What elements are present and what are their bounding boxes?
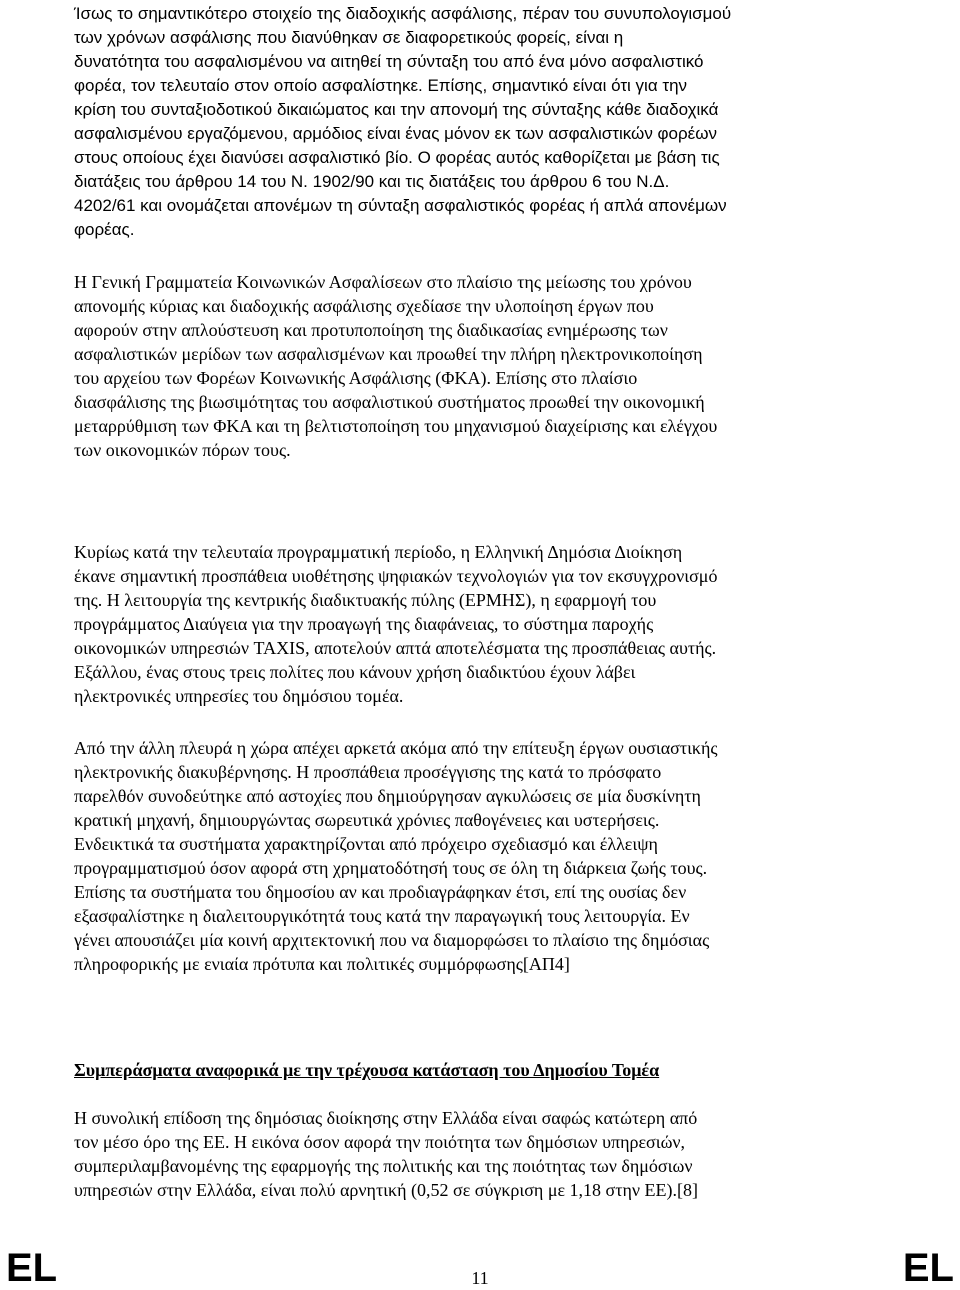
section-heading: Συμπεράσματα αναφορικά με την τρέχουσα κατάσταση του Δημοσίου Τομέα xyxy=(74,1060,660,1080)
text-line: του αρχείου των Φορέων Κοινωνικής Ασφάλισης (ΦΚΑ). Επίσης στο πλαίσιο xyxy=(74,368,638,388)
text-line: εξασφαλίστηκε η διαλειτουργικότητά τους κατά την παραγωγική τους λειτουργία. Εν xyxy=(74,906,690,926)
text-line: πληροφορικής με ενιαία πρότυπα και πολιτικές συμμόρφωσης[ΑΠ4] xyxy=(74,954,570,974)
text-line: 4202/61 και ονομάζεται απονέμων τη σύνταξη ασφαλιστικός φορέας ή απλά απονέμων xyxy=(74,196,727,215)
text-line: Επίσης τα συστήματα του δημοσίου αν και προδιαγράφηκαν έτσι, επί της ουσίας δεν xyxy=(74,882,687,902)
text-line: φορέα, τον τελευταίο στον οποίο ασφαλίστηκε. Επίσης, σημαντικό είναι ότι για την xyxy=(74,76,688,95)
text-line: Εξάλλου, ένας στους τρεις πολίτες που κάνουν χρήση διαδικτύου έχουν λάβει xyxy=(74,662,636,682)
paragraph-synoliki-epidosi xyxy=(74,1106,854,1202)
text-line: παρελθόν συνοδεύτηκε από αστοχίες που δημιούργησαν αγκυλώσεις σε μία δυσκίνητη xyxy=(74,786,701,806)
text-line: γένει απουσιάζει μία κοινή αρχιτεκτονική που να διαμορφώσει το πλαίσιο της δημόσιας xyxy=(74,930,710,950)
text-line: ασφαλιστικών μερίδων των ασφαλισμένων και προωθεί την πλήρη ηλεκτρονικοποίηση xyxy=(74,344,703,364)
text-line: των οικονομικών πόρων τους. xyxy=(74,440,291,460)
text-line: απονομής κύριας και διαδοχικής ασφάλισης σχεδίασε την υλοποίηση έργων που xyxy=(74,296,654,316)
text-line: Ίσως το σημαντικότερο στοιχείο της διαδοχικής ασφάλισης, πέραν του συνυπολογισμού xyxy=(74,4,732,23)
text-line: ηλεκτρονικές υπηρεσίες του δημόσιου τομέα. xyxy=(74,686,404,706)
text-line: της. Η λειτουργία της κεντρικής διαδικτυακής πύλης (ΕΡΜΗΣ), η εφαρμογή του xyxy=(74,590,657,610)
text-line: κρατική μηχανή, δημιουργώντας σωρευτικά χρόνιες παθογένειες και υστερήσεις. xyxy=(74,810,660,830)
text-line: διατάξεις του άρθρου 14 του Ν. 1902/90 και τις διατάξεις του άρθρου 6 του Ν.Δ. xyxy=(74,172,670,191)
text-line: δυνατότητα του ασφαλισμένου να αιτηθεί τη σύνταξη του από ένα μόνο ασφαλιστικό xyxy=(74,52,704,71)
text-line: μεταρρύθμιση των ΦΚΑ και τη βελτιστοποίηση του μηχανισμού διαχείρισης και ελέγχου xyxy=(74,416,718,436)
text-line: έκανε σημαντική προσπάθεια υιοθέτησης ψηφιακών τεχνολογιών για τον εκσυγχρονισμό xyxy=(74,566,718,586)
text-line: προγράμματος Διαύγεια για την προαγωγή της διαφάνειας, το σύστημα παροχής xyxy=(74,614,654,634)
text-line: Ενδεικτικά τα συστήματα χαρακτηρίζονται από πρόχειρο σχεδιασμό και έλλειψη xyxy=(74,834,658,854)
text-line: στους οποίους έχει διανύσει ασφαλιστικό βίο. Ο φορέας αυτός καθορίζεται με βάση τις xyxy=(74,148,720,167)
text-line: τον μέσο όρο της ΕΕ. Η εικόνα όσον αφορά την ποιότητα των δημόσιων υπηρεσιών, xyxy=(74,1132,686,1152)
text-line: Κυρίως κατά την τελευταία προγραμματική περίοδο, η Ελληνική Δημόσια Διοίκηση xyxy=(74,542,683,562)
text-line: οικονομικών υπηρεσιών TAXIS, αποτελούν απτά αποτελέσματα της προσπάθειας αυτής. xyxy=(74,638,717,658)
text-line: ηλεκτρονικής διακυβέρνησης. Η προσπάθεια προσέγγισης της κατά το πρόσφατο xyxy=(74,762,662,782)
text-line: ασφαλισμένου εργαζόμενου, αρμόδιος είναι ένας μόνον εκ των ασφαλιστικών φορέων xyxy=(74,124,718,143)
text-line: κρίση του συνταξιοδοτικού δικαιώματος και την απονομή της σύνταξης κάθε διαδοχικά xyxy=(74,100,719,119)
text-line: των χρόνων ασφάλισης που διανύθηκαν σε διαφορετικούς φορείς, είναι η xyxy=(74,28,624,47)
footer-language-left: EL xyxy=(6,1246,58,1290)
paragraph-geniki-grammateia xyxy=(74,270,854,462)
text-line: υπηρεσιών στην Ελλάδα, είναι πολύ αρνητική (0,52 σε σύγκριση με 1,18 στην ΕΕ).[8] xyxy=(74,1180,699,1200)
page-number: 11 xyxy=(471,1268,489,1288)
paragraph-diadochiki-asfalisi xyxy=(74,2,854,242)
text-line: Η συνολική επίδοση της δημόσιας διοίκησης στην Ελλάδα είναι σαφώς κατώτερη από xyxy=(74,1108,698,1128)
footer-language-right: EL xyxy=(902,1246,954,1290)
text-line: διασφάλισης της βιωσιμότητας του ασφαλιστικού συστήματος προωθεί την οικονομική xyxy=(74,392,705,412)
paragraph-ilektroniki-diakyvernisi xyxy=(74,736,854,976)
text-line: φορέας. xyxy=(74,220,135,239)
text-line: Η Γενική Γραμματεία Κοινωνικών Ασφαλίσεων στο πλαίσιο της μείωσης του χρόνου xyxy=(74,272,692,292)
paragraph-psifiakes-technologies xyxy=(74,540,854,708)
text-line: προγραμματισμού όσον αφορά στη χρηματοδότησή τους σε όλη τη διάρκεια ζωής τους. xyxy=(74,858,708,878)
text-line: συμπεριλαμβανομένης της εφαρμογής της πολιτικής και της ποιότητας των δημόσιων xyxy=(74,1156,693,1176)
text-line: Από την άλλη πλευρά η χώρα απέχει αρκετά ακόμα από την επίτευξη έργων ουσιαστικής xyxy=(74,738,718,758)
text-line: αφορούν στην απλούστευση και προτυποποίηση της διαδικασίας ενημέρωσης των xyxy=(74,320,668,340)
